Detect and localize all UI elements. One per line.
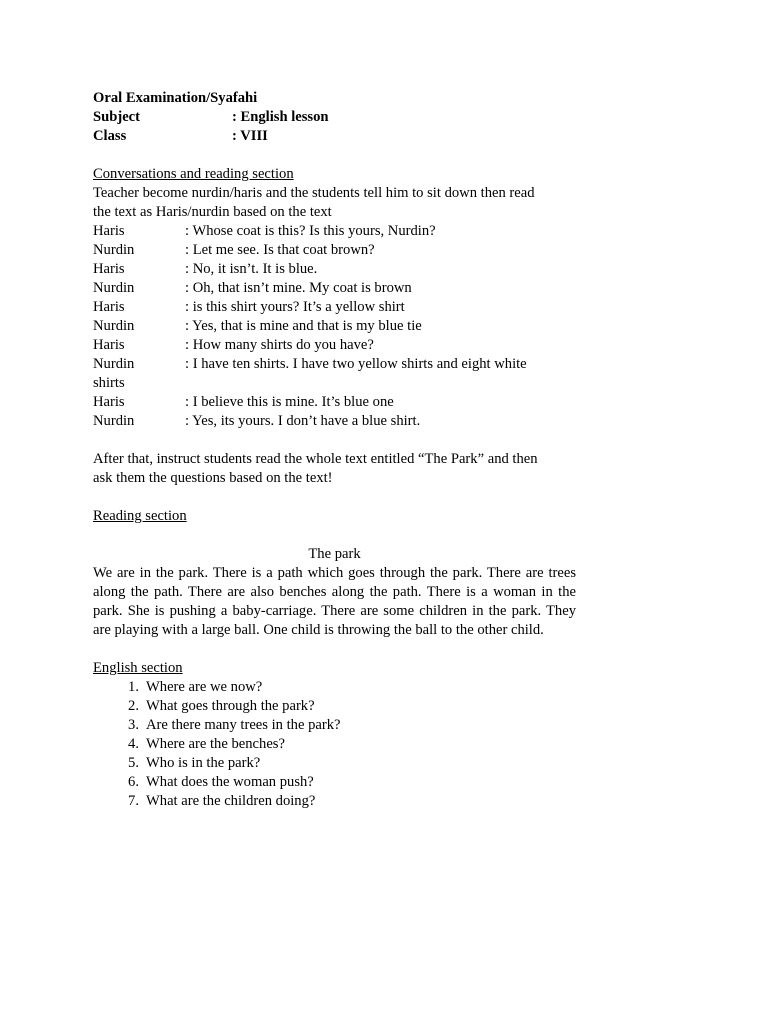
spacer (93, 146, 576, 165)
instruction-line-1: Teacher become nurdin/haris and the students tell him to sit down then read (93, 185, 535, 201)
english-heading: English section (93, 660, 183, 676)
spacer (93, 431, 576, 450)
dialogue-row (93, 298, 576, 317)
dialogue-line: : Yes, its yours. I don’t have a blue shirt. (185, 413, 421, 429)
dialogue-line: : Yes, that is mine and that is my blue tie (185, 318, 422, 334)
reading-heading: Reading section (93, 508, 187, 524)
dialogue-speaker: Haris (93, 337, 125, 353)
question-text: What does the woman push? (146, 774, 314, 790)
question-number: 3. (128, 717, 139, 733)
dialogue-line: : Whose coat is this? Is this yours, Nurdin? (185, 223, 436, 239)
list-item (93, 792, 576, 811)
dialogue-row (93, 336, 576, 355)
dialogue-line: : is this shirt yours? It’s a yellow shirt (185, 299, 405, 315)
question-number: 1. (128, 679, 139, 695)
dialogue-speaker: Haris (93, 223, 125, 239)
list-item (93, 678, 576, 697)
dialogue-row (93, 260, 576, 279)
question-text: What are the children doing? (146, 793, 316, 809)
class-label: Class (93, 128, 127, 144)
question-text: What goes through the park? (146, 698, 315, 714)
dialogue-line: : I believe this is mine. It’s blue one (185, 394, 394, 410)
dialogue-line: : How many shirts do you have? (185, 337, 374, 353)
conversation-heading: Conversations and reading section (93, 166, 294, 182)
dialogue-line: : I have ten shirts. I have two yellow shirts and eight white (185, 356, 527, 372)
dialogue-speaker: Nurdin (93, 413, 135, 429)
document-content (93, 89, 576, 811)
spacer (93, 526, 576, 545)
question-text: Where are the benches? (146, 736, 285, 752)
dialogue-line: : Oh, that isn’t mine. My coat is brown (185, 280, 412, 296)
dialogue-line: : Let me see. Is that coat brown? (185, 242, 375, 258)
list-item (93, 716, 576, 735)
dialogue-speaker: Haris (93, 299, 125, 315)
subject-row (93, 108, 576, 127)
class-row (93, 127, 576, 146)
question-number: 7. (128, 793, 139, 809)
dialogue-row (93, 279, 576, 298)
spacer (93, 640, 576, 659)
dialogue-speaker: Haris (93, 261, 125, 277)
dialogue-row (93, 374, 576, 393)
dialogue-row (93, 412, 576, 431)
dialogue-speaker: Haris (93, 394, 125, 410)
dialogue-line: : No, it isn’t. It is blue. (185, 261, 318, 277)
dialogue-speaker: Nurdin (93, 318, 135, 334)
after-instruction-line-1: After that, instruct students read the whole text entitled “The Park” and then (93, 451, 538, 467)
question-number: 5. (128, 755, 139, 771)
list-item (93, 697, 576, 716)
question-number: 4. (128, 736, 139, 752)
dialogue-speaker: shirts (93, 375, 125, 391)
dialogue-speaker: Nurdin (93, 242, 135, 258)
reading-paragraph: We are in the park. There is a path which goes through the park. There are trees along the path. There are also benches along the path. There is a woman in the park. She is pushing a baby-carriage. There are some children in the park. They are playing with a large ball. One child is throwing the ball to the other child. (93, 565, 576, 638)
exam-title: Oral Examination/Syafahi (93, 90, 258, 106)
class-value: : VIII (232, 128, 268, 144)
list-item (93, 754, 576, 773)
question-number: 2. (128, 698, 139, 714)
dialogue-row (93, 317, 576, 336)
spacer (93, 488, 576, 507)
dialogue-row (93, 222, 576, 241)
reading-text-title: The park (308, 546, 361, 562)
after-instruction-line-2: ask them the questions based on the text! (93, 470, 333, 486)
question-text: Who is in the park? (146, 755, 261, 771)
subject-label: Subject (93, 109, 141, 125)
instruction-line-2: the text as Haris/nurdin based on the text (93, 204, 332, 220)
dialogue-row (93, 241, 576, 260)
list-item (93, 735, 576, 754)
question-text: Where are we now? (146, 679, 263, 695)
subject-value: : English lesson (232, 109, 329, 125)
question-number: 6. (128, 774, 139, 790)
dialogue-row (93, 393, 576, 412)
dialogue-speaker: Nurdin (93, 356, 135, 372)
question-text: Are there many trees in the park? (146, 717, 341, 733)
list-item (93, 773, 576, 792)
question-list (93, 678, 576, 811)
dialogue-row (93, 355, 576, 374)
dialogue-speaker: Nurdin (93, 280, 135, 296)
